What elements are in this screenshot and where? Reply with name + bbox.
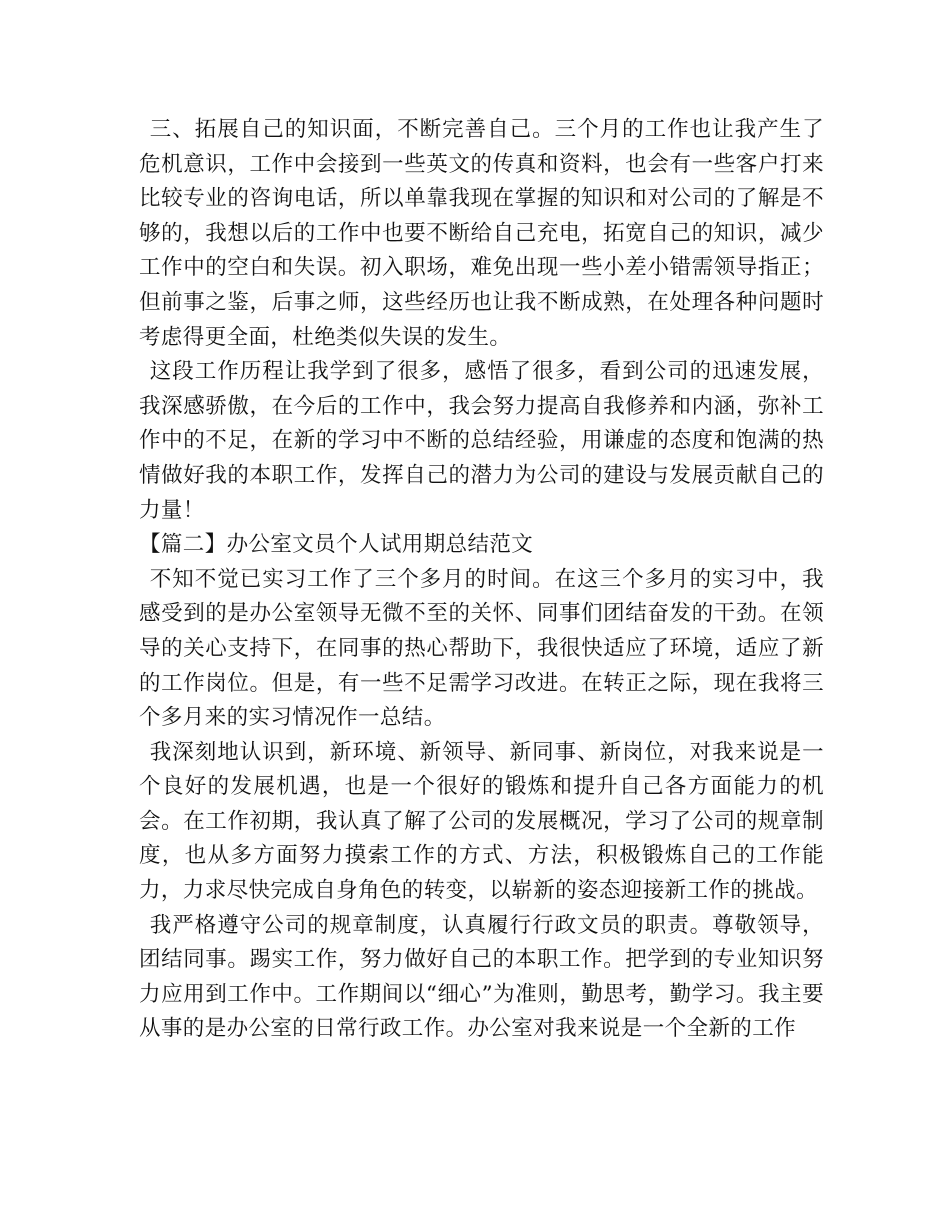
paragraph-internship-intro: 不知不觉已实习工作了三个多月的时间。在这三个多月的实习中，我感受到的是办公室领导无微不至的关怀、同事们团结奋发的干劲。在领导的关心支持下，在同事的热心帮助下，我很快适应了环境，适应了新的工作岗位。但是，有一些不足需学习改进。在转正之际，现在我将三个多月来的实习情况作一总结。 <box>139 566 824 731</box>
section-heading: 【篇二】办公室文员个人试用期总结范文 <box>139 532 534 558</box>
paragraph-work-experience: 这段工作历程让我学到了很多，感悟了很多，看到公司的迅速发展，我深感骄傲，在今后的工作中，我会努力提高自我修养和内涵，弥补工作中的不足，在新的学习中不断的总结经验，用谦虚的态度和饱满的热情做好我的本职工作，发挥自己的潜力为公司的建设与发展贡献自己的力量！ <box>139 359 824 523</box>
paragraph-expand-knowledge: 三、拓展自己的知识面，不断完善自己。三个月的工作也让我产生了危机意识，工作中会接到一些英文的传真和资料，也会有一些客户打来比较专业的咨询电话，所以单靠我现在掌握的知识和对公司的了解是不够的，我想以后的工作中也要不断给自己充电，拓宽自己的知识，减少工作中的空白和失误。初入职场，难免出现一些小差小错需领导指正；但前事之鉴，后事之师，这些经历也让我不断成熟，在处理各种问题时考虑得更全面，杜绝类似失误的发生。 <box>139 117 824 350</box>
paragraph-company-rules: 我严格遵守公司的规章制度，认真履行行政文员的职责。尊敬领导，团结同事。踢实工作，努力做好自己的本职工作。把学到的专业知识努力应用到工作中。工作期间以“细心”为准则，勤思考，勤学习。我主要从事的是办公室的日常行政工作。办公室对我来说是一个全新的工作 <box>139 912 824 1042</box>
document-body <box>139 113 824 1047</box>
paragraph-new-environment: 我深刻地认识到，新环境、新领导、新同事、新岗位，对我来说是一个良好的发展机遇，也是一个很好的锻炼和提升自己各方面能力的机会。在工作初期，我认真了解了公司的发展概况，学习了公司的规章制度，也从多方面努力摸索工作的方式、方法，积极锻炼自己的工作能力，力求尽快完成自身角色的转变，以崭新的姿态迎接新工作的挑战。 <box>139 739 824 904</box>
